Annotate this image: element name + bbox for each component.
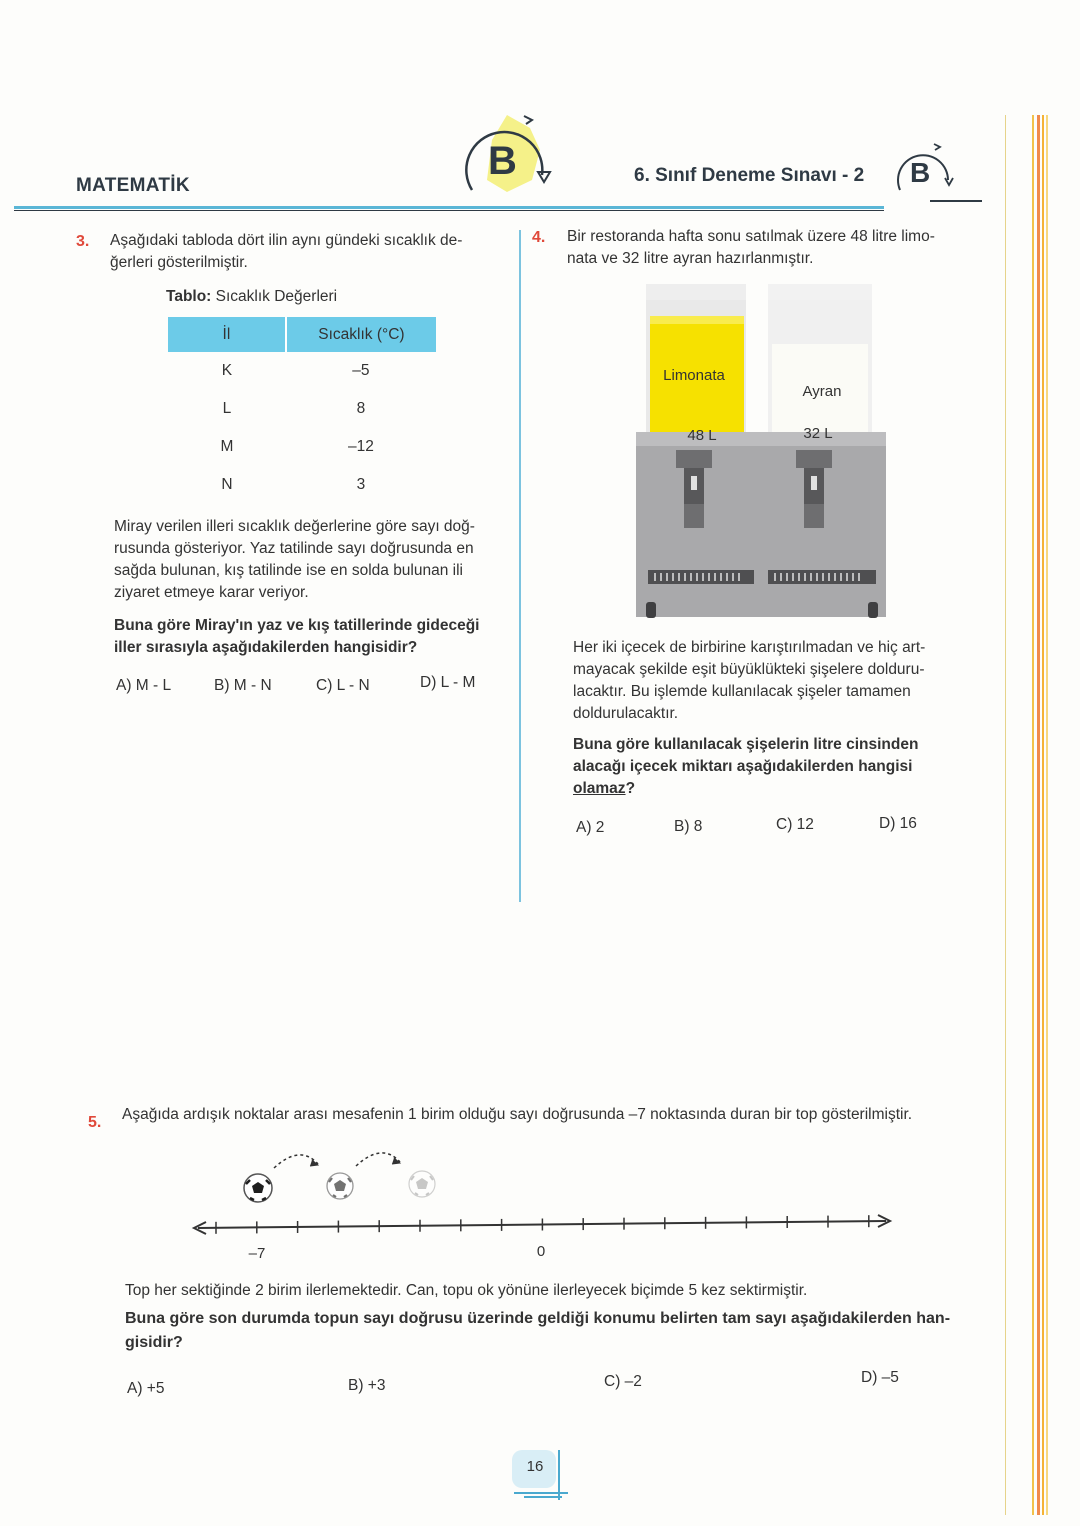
q4-option-a[interactable]: A) 2 xyxy=(576,819,605,836)
q3-body-line: Miray verilen illeri sıcaklık değerlerine göre sayı doğ- xyxy=(114,518,475,535)
q4-option-c[interactable]: C) 12 xyxy=(776,816,814,833)
header-rule xyxy=(14,206,884,209)
table-cell: M xyxy=(220,438,234,455)
question-4-prompt xyxy=(573,734,957,800)
q3-option-c[interactable]: C) L - N xyxy=(316,677,370,694)
question-5-number: 5. xyxy=(88,1114,102,1131)
question-4-body xyxy=(573,637,957,725)
header-rule-right xyxy=(930,200,982,202)
tick-marks xyxy=(216,1215,869,1234)
q4-prompt-line: alacağı içecek miktarı aşağıdakilerden hangisi xyxy=(573,758,913,775)
soccer-ball-icon xyxy=(327,1173,353,1199)
q3-body-line: sağda bulunan, kış tatilinde ise en solda bulunan ili xyxy=(114,562,463,579)
q4-body-line: lacaktır. Bu işlemde kullanılacak şişeler tamamen xyxy=(573,683,911,700)
q5-option-c[interactable]: C) –2 xyxy=(604,1373,642,1390)
column-divider xyxy=(519,230,521,902)
table-cell: –5 xyxy=(352,362,370,379)
booklet-letter: B xyxy=(488,139,517,183)
q3-option-a[interactable]: A) M - L xyxy=(116,677,172,694)
page-number: 16 xyxy=(526,1458,544,1475)
q3-body-line: ziyaret etmeye karar veriyor. xyxy=(114,584,309,601)
table-caption-label: Tablo: xyxy=(166,288,212,305)
header-rule-dark xyxy=(14,210,884,211)
q4-prompt-end: ? xyxy=(625,780,636,797)
page-number-badge xyxy=(510,1448,572,1504)
label-minus-seven: –7 xyxy=(248,1245,266,1262)
table-caption xyxy=(166,286,337,308)
tank-left-label: Limonata xyxy=(663,367,725,384)
q5-prompt-line: gisidir? xyxy=(125,1334,183,1351)
q4-prompt-underlined: olamaz xyxy=(573,780,626,797)
question-3-body xyxy=(114,516,504,604)
table-cell: L xyxy=(222,400,232,417)
table-cell: –12 xyxy=(347,438,374,455)
q4-intro-line: nata ve 32 litre ayran hazırlanmıştır. xyxy=(567,250,814,267)
question-4-intro xyxy=(567,226,967,270)
decorative-stripes xyxy=(1032,115,1048,1515)
table-cell: K xyxy=(221,362,233,379)
table-cell: 8 xyxy=(356,400,366,417)
label-zero: 0 xyxy=(536,1243,546,1260)
exam-title: 6. Sınıf Deneme Sınavı - 2 xyxy=(634,165,865,186)
q3-intro-line: Aşağıdaki tabloda dört ilin aynı gündeki sıcaklık de- xyxy=(110,232,463,249)
q4-body-line: mayacak şekilde eşit büyüklükteki şişelere dolduru- xyxy=(573,661,925,678)
q4-prompt-line xyxy=(573,778,957,800)
q3-prompt-line: Buna göre Miray'ın yaz ve kış tatillerinde gideceği xyxy=(114,617,480,634)
tank-right-label: Ayran xyxy=(802,383,842,400)
tank-left-volume: 48 L xyxy=(687,427,717,444)
q5-option-d[interactable]: D) –5 xyxy=(861,1369,899,1386)
q4-option-d[interactable]: D) 16 xyxy=(879,815,917,832)
question-3-number: 3. xyxy=(76,233,90,250)
q5-prompt-line: Buna göre son durumda topun sayı doğrusu üzerinde geldiği konumu belirten tam sayı aşağıdakilerden han- xyxy=(125,1310,951,1327)
table-row xyxy=(168,352,436,390)
soccer-ball-icon xyxy=(244,1174,272,1202)
q5-option-a[interactable]: A) +5 xyxy=(127,1380,165,1397)
q5-option-b[interactable]: B) +3 xyxy=(348,1377,386,1394)
q4-option-b[interactable]: B) 8 xyxy=(674,818,703,835)
question-5-body: Top her sektiğinde 2 birim ilerlemektedir. Can, topu ok yönüne ilerleyecek biçimde 5 kez sektirmiştir. xyxy=(125,1282,808,1299)
question-3-intro xyxy=(110,230,500,274)
decorative-stripe-thin xyxy=(1005,115,1006,1515)
booklet-badge-center xyxy=(452,110,562,205)
question-5-prompt xyxy=(125,1307,985,1355)
table-cell: N xyxy=(221,476,233,493)
table-header-row xyxy=(168,317,436,352)
booklet-badge-right xyxy=(888,138,958,198)
table-caption-text: Sıcaklık Değerleri xyxy=(215,288,338,305)
booklet-letter-small: B xyxy=(910,157,931,188)
q4-body-line: doldurulacaktır. xyxy=(573,705,679,722)
q4-prompt-line: Buna göre kullanılacak şişelerin litre cinsinden xyxy=(573,736,919,753)
temperature-table xyxy=(168,317,436,504)
q3-body-line: rusunda gösteriyor. Yaz tatilinde sayı doğrusunda en xyxy=(114,540,474,557)
question-3-prompt xyxy=(114,615,514,659)
question-4-number: 4. xyxy=(532,229,546,246)
table-cell: 3 xyxy=(356,476,366,493)
question-5-intro: Aşağıda ardışık noktalar arası mesafenin 1 birim olduğu sayı doğrusunda –7 noktasında duran bir top gösterilmiştir. xyxy=(122,1106,913,1123)
table-row xyxy=(168,466,436,504)
number-line-figure xyxy=(190,1140,900,1280)
q4-intro-line: Bir restoranda hafta sonu satılmak üzere 48 litre limo- xyxy=(567,228,935,245)
table-header-cell: İl xyxy=(168,317,286,352)
q4-body-line: Her iki içecek de birbirine karıştırılmadan ve hiç art- xyxy=(573,639,926,656)
soccer-ball-icon xyxy=(409,1171,435,1197)
table-row xyxy=(168,428,436,466)
q3-prompt-line: iller sırasıyla aşağıdakilerden hangisidir? xyxy=(114,639,418,656)
drink-dispenser-illustration xyxy=(632,280,892,625)
table-header-cell: Sıcaklık (°C) xyxy=(286,317,436,352)
q3-intro-line: ğerleri gösterilmiştir. xyxy=(110,254,248,271)
q3-option-b[interactable]: B) M - N xyxy=(214,677,272,694)
subject-title: MATEMATİK xyxy=(76,175,190,196)
q3-option-d[interactable]: D) L - M xyxy=(420,674,476,691)
tank-right-volume: 32 L xyxy=(803,425,833,442)
table-row xyxy=(168,390,436,428)
